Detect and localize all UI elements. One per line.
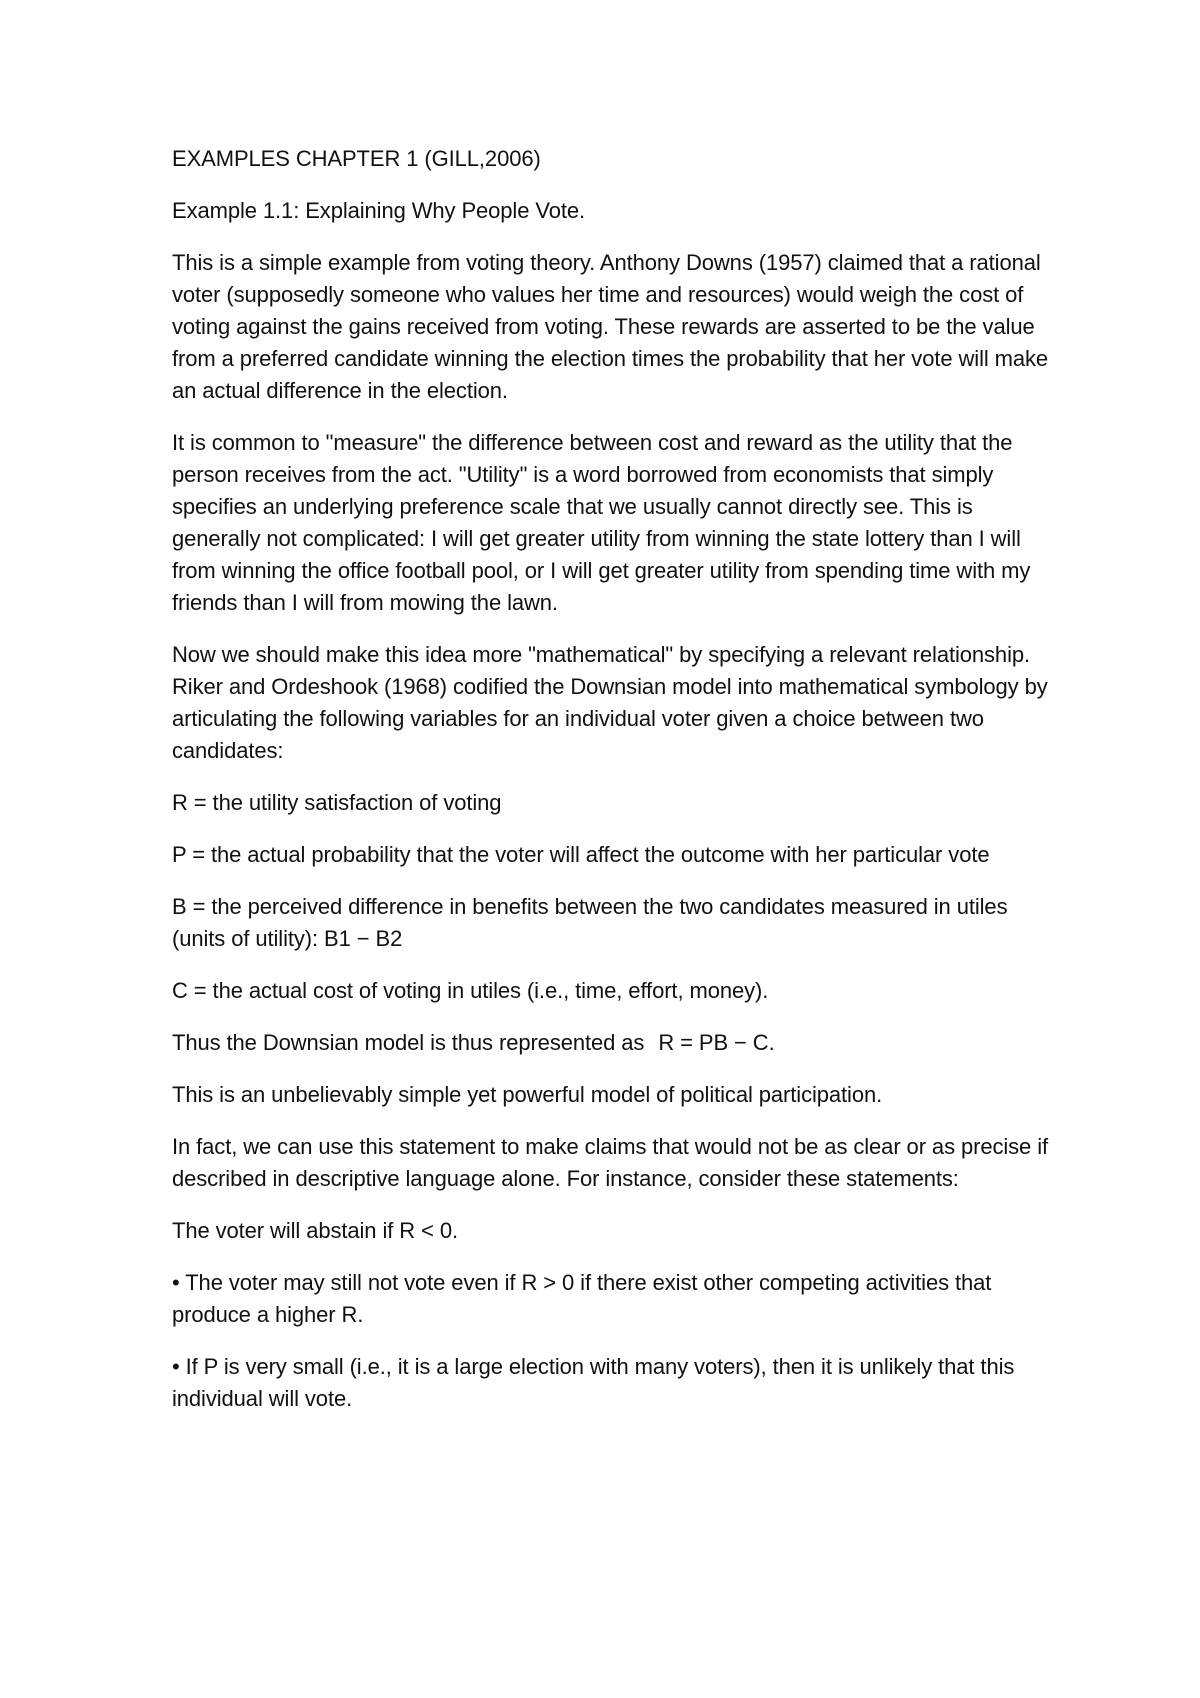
definition-c: C = the actual cost of voting in utiles (i.e., time, effort, money). bbox=[172, 978, 769, 1003]
definition-p: P = the actual probability that the voter will affect the outcome with her particular vote bbox=[172, 842, 990, 867]
example-title: Example 1.1: Explaining Why People Vote. bbox=[172, 198, 586, 223]
document-heading: EXAMPLES CHAPTER 1 (GILL,2006) bbox=[172, 146, 541, 171]
definition-r: R = the utility satisfaction of voting bbox=[172, 790, 502, 815]
statement-abstain: The voter will abstain if R < 0. bbox=[172, 1218, 458, 1243]
paragraph-utility: It is common to "measure" the difference between cost and reward as the utility that the person receives from the act. "Utility" is a word borrowed from economists that simply specifies an underlying preference scale that we usually cannot directly see. This is generally not complicated: I will get greater utility from winning the state lottery than I will from winning the office football pool, or I will get greater utility from spending time with my friends than I will from mowing the lawn. bbox=[172, 430, 1031, 615]
paragraph-riker-ordeshook: Now we should make this idea more "mathematical" by specifying a relevant relationship. Riker and Ordeshook (1968) codified the Downsian model into mathematical symbology by articulating the following variables for an individual voter given a choice between two candidates: bbox=[172, 642, 1048, 763]
statement-competing-activities: • The voter may still not vote even if R > 0 if there exist other competing activities that produce a higher R. bbox=[172, 1270, 992, 1327]
claims-intro: In fact, we can use this statement to make claims that would not be as clear or as precise if described in descriptive language alone. For instance, consider these statements: bbox=[172, 1134, 1049, 1191]
model-comment: This is an unbelievably simple yet powerful model of political participation. bbox=[172, 1082, 883, 1107]
document-body bbox=[172, 143, 1052, 1435]
model-equation: R = PB − C. bbox=[658, 1030, 775, 1055]
statement-small-p: • If P is very small (i.e., it is a large election with many voters), then it is unlikely that this individual will vote. bbox=[172, 1354, 1015, 1411]
paragraph-downs: This is a simple example from voting theory. Anthony Downs (1957) claimed that a rational voter (supposedly someone who values her time and resources) would weigh the cost of voting against the gains received from voting. These rewards are asserted to be the value from a preferred candidate winning the election times the probability that her vote will make an actual difference in the election. bbox=[172, 250, 1049, 403]
model-intro: Thus the Downsian model is thus represented as bbox=[172, 1030, 645, 1055]
model-line bbox=[172, 1027, 1052, 1059]
definition-b: B = the perceived difference in benefits between the two candidates measured in utiles (units of utility): B1 − B2 bbox=[172, 894, 1008, 951]
